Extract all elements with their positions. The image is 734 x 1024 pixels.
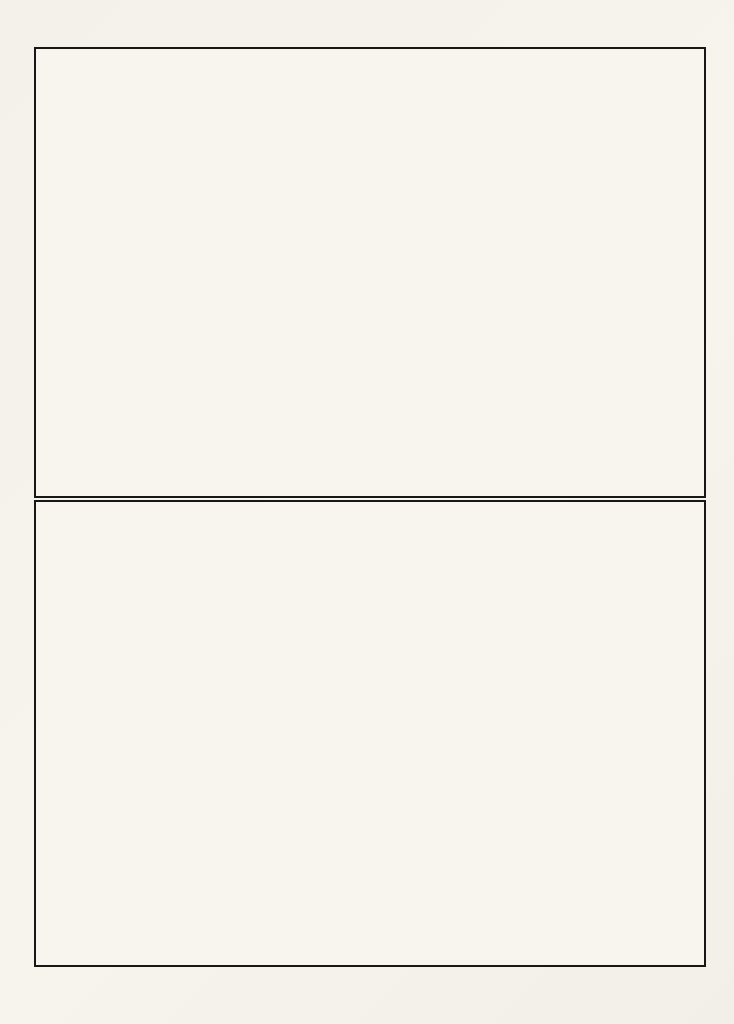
roster-table-top (34, 47, 706, 498)
roster-table-bottom (34, 500, 706, 967)
